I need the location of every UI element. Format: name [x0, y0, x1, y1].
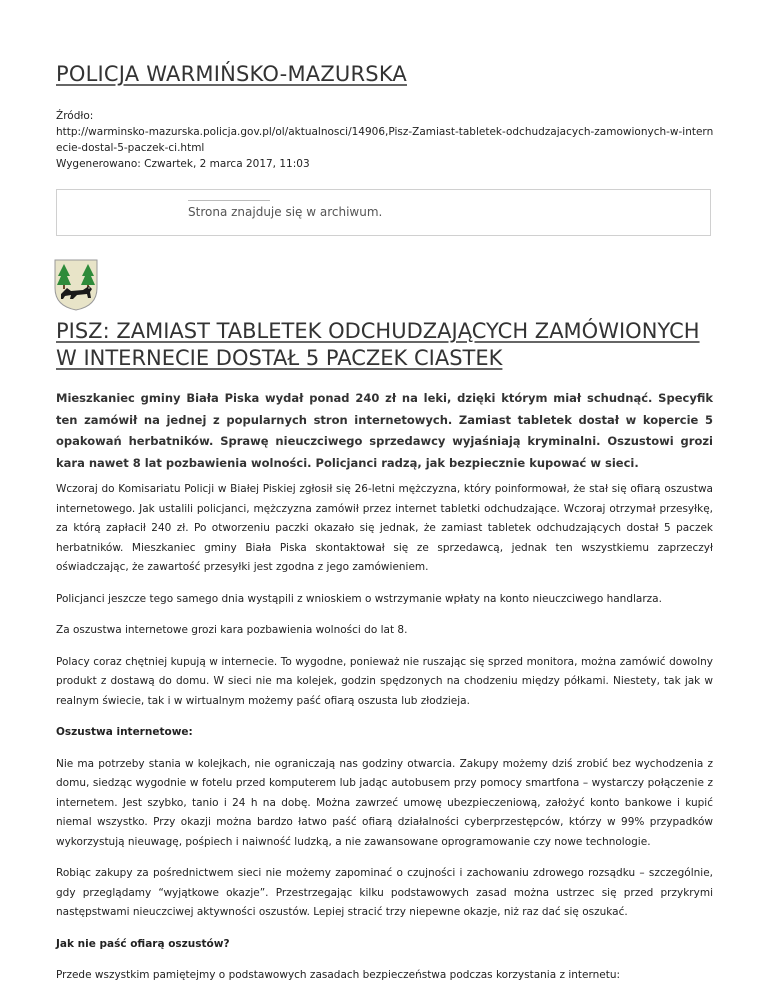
paragraph: Polacy coraz chętniej kupują w internecie. To wygodne, ponieważ nie ruszając się sprzed monitora, można zamówić dowolny produkt z dostawą do domu. W sieci nie ma kolejek, godzin spędzonych na chodzeniu między półkami. Niestety, tak jak w realnym świecie, tak i w wirtualnym możemy paść ofiarą oszusta lub złodzieja.	[56, 655, 713, 707]
section-heading: Jak nie paść ofiarą oszustów?	[56, 937, 230, 950]
source-label: Źródło:	[56, 110, 94, 122]
paragraph: Nie ma potrzeby stania w kolejkach, nie ograniczają nas godziny otwarcia. Zakupy możemy dziś zrobić bez wychodzenia z domu, siedząc wygodnie w fotelu przed komputerem lub jadąc autobusem przy pomocy smartfona – wystarczy połączenie z internetem. Jest szybko, tanio i 24 h na dobę. Można zawrzeć umowę ubezpieczeniową, założyć konto bankowe i kupić niemal wszystko. Przy okazji można bardzo łatwo paść ofiarą działalności cyberprzestępców, którzy w 99% przypadków wykorzystują nieuwagę, pośpiech i naiwność ludzką, a nie zawansowane oprogramowanie czy nowe technologie.	[56, 757, 713, 848]
site-title[interactable]: POLICJA WARMIŃSKO-MAZURSKA	[56, 62, 407, 86]
article-lead: Mieszkaniec gminy Biała Piska wydał ponad 240 zł na leki, dzięki którym miał schudnąć. Specyfik ten zamówił na jednej z popularnych stron internetowych. Zamiast tabletek dostał w kopercie 5 opakowań herbatników. Sprawę nieuczciwego sprzedawcy wyjaśniają kryminalni. Oszustowi grozi kara nawet 8 lat pozbawienia wolności. Policjanci radzą, jak bezpiecznie kupować w sieci.	[56, 391, 713, 470]
paragraph: Robiąc zakupy za pośrednictwem sieci nie możemy zapominać o czujności i zachowaniu zdrowego rozsądku – szczególnie, gdy przeglądamy “wyjątkowe okazje”. Przestrzegając kilku podstawowych zasad można ustrzec się przed przykrymi następstwami nieuczciwej aktywności oszustów. Lepiej stracić trzy niepewne okazje, niż raz dać się oszukać.	[56, 867, 713, 918]
article-title: PISZ: ZAMIAST TABLETEK ODCHUDZAJĄCYCH ZAMÓWIONYCH W INTERNECIE DOSTAŁ 5 PACZEK CIASTEK	[56, 319, 700, 370]
paragraph: Policjanci jeszcze tego samego dnia wystąpili z wnioskiem o wstrzymanie wpłaty na konto nieuczciwego handlarza.	[56, 592, 662, 605]
archive-notice: Strona znajduje się w archiwum.	[188, 205, 383, 219]
article-body	[56, 480, 713, 998]
generated-date: Wygenerowano: Czwartek, 2 marca 2017, 11:03	[56, 158, 310, 170]
paragraph: Wczoraj do Komisariatu Policji w Białej Piskiej zgłosił się 26-letni mężczyzna, który poinformował, że stał się ofiarą oszustwa internetowego. Jak ustalili policjanci, mężczyzna zamówił przez internet tabletki odchudzające. Wczoraj otrzymał przesyłkę, za którą zapłacił 240 zł. Po otworzeniu paczki okazało się jednak, że zamiast tabletek odchudzających dostał 5 paczek herbatników. Mieszkaniec gminy Biała Piska skontaktował się ze sprzedawcą, jednak ten wszystkiemu zaprzeczył oświadczając, że zawartość przesyłki jest zgodna z jego zamówieniem.	[56, 483, 713, 573]
paragraph: Za oszustwa internetowe grozi kara pozbawienia wolności do lat 8.	[56, 624, 408, 636]
coat-of-arms-icon	[53, 258, 99, 312]
section-heading: Oszustwa internetowe:	[56, 726, 193, 738]
paragraph: Przede wszystkim pamiętejmy o podstawowych zasadach bezpieczeństwa podczas korzystania z internetu:	[56, 969, 621, 981]
source-info	[56, 108, 716, 172]
archive-notice-box	[56, 189, 711, 236]
source-url[interactable]: http://warminsko-mazurska.policja.gov.pl/ol/aktualnosci/14906,Pisz-Zamiast-tabletek-odchudzajacych-zamowionych-w-internecie-dostal-5-paczek-ci.html	[56, 126, 714, 154]
divider	[188, 200, 270, 201]
